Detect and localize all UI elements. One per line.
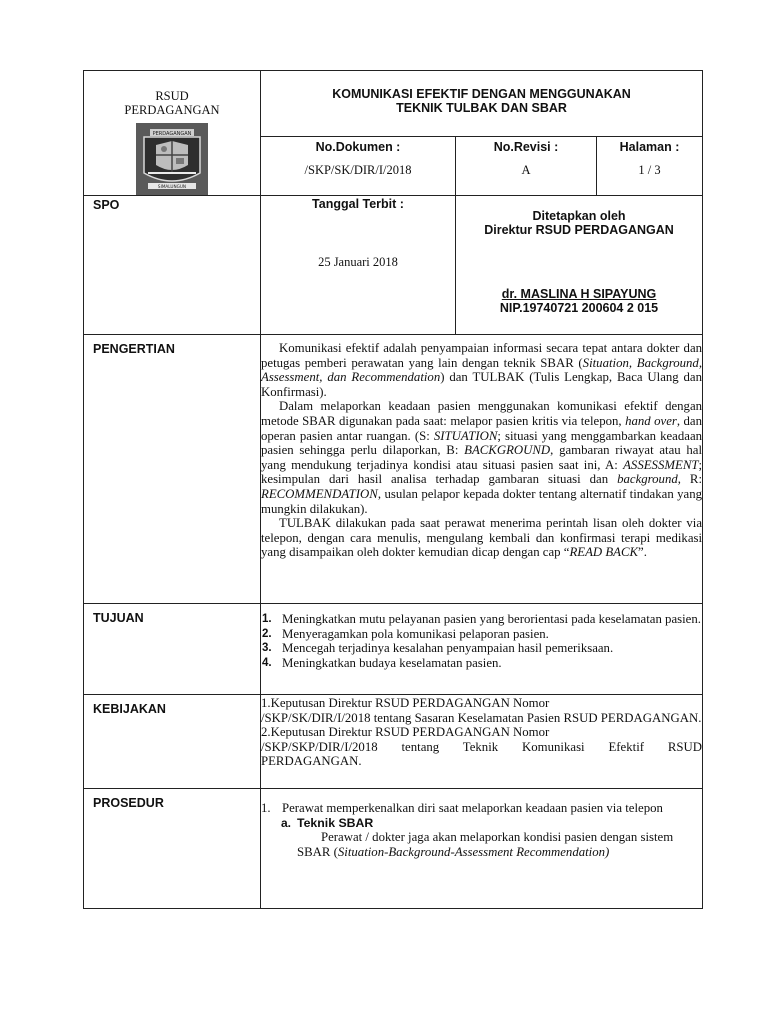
pengertian-label: PENGERTIAN	[93, 342, 175, 356]
hospital-cell	[84, 71, 261, 196]
spo-label: SPO	[93, 198, 120, 212]
tujuan-content	[261, 604, 703, 695]
prosedur-content	[261, 789, 703, 909]
no-revisi-value: A	[521, 162, 531, 177]
list-item: 4. Meningkatkan budaya keselamatan pasien.	[262, 655, 502, 670]
kebijakan-content	[261, 695, 703, 789]
pengertian-content	[261, 335, 703, 604]
halaman-cell	[597, 136, 703, 195]
prosedur-label: PROSEDUR	[93, 796, 164, 810]
tanggal-cell	[261, 196, 456, 335]
direktur-label: Direktur RSUD PERDAGANGAN	[484, 223, 674, 237]
prosedur-item-1: 1. Perawat memperkenalkan diri saat melaporkan keadaan pasien via telepon	[261, 801, 663, 815]
no-dokumen-label: No.Dokumen :	[315, 139, 401, 154]
kebijakan-item-1-line: 1.Keputusan Direktur RSUD PERDAGANGAN Nomor	[261, 696, 550, 710]
document-title: KOMUNIKASI EFEKTIF DENGAN MENGGUNAKAN TEKNIK TULBAK DAN SBAR	[332, 87, 631, 115]
prosedur-sub-a: a. Teknik SBAR	[281, 815, 374, 830]
spo-document-table	[83, 70, 703, 909]
tujuan-list	[261, 604, 702, 670]
no-dokumen-cell	[261, 136, 456, 195]
prosedur-label-cell	[84, 789, 261, 909]
halaman-value: 1 / 3	[638, 162, 661, 177]
tanggal-label: Tanggal Terbit :	[312, 197, 404, 211]
prosedur-sub-a-text: Perawat / dokter jaga akan melaporkan kondisi pasien dengan sistem SBAR (Situation-Background-Assessment Recommendation)	[297, 830, 674, 859]
hospital-logo-icon	[136, 123, 208, 195]
pengertian-paragraph-3: TULBAK dilakukan pada saat perawat menerima perintah lisan oleh dokter via telepon, dengan cara menulis, mengulang kembali dan konfirmasi terapi medikasi yang disampaikan oleh dokter kemudian dicap dengan cap “READ BACK”.	[261, 516, 703, 560]
kebijakan-label: KEBIJAKAN	[93, 702, 166, 716]
svg-text:SIMALUNGUN: SIMALUNGUN	[157, 184, 187, 189]
pengertian-label-cell	[84, 335, 261, 604]
ditetapkan-label: Ditetapkan oleh	[532, 209, 626, 223]
kebijakan-item-2-text: /SKP/SKP/DIR/I/2018 tentang Teknik Komunikasi Efektif RSUD PERDAGANGAN.	[261, 739, 703, 769]
tujuan-label-cell	[84, 604, 261, 695]
no-revisi-label: No.Revisi :	[493, 139, 559, 154]
kebijakan-label-cell	[84, 695, 261, 789]
pengertian-paragraph-1: Komunikasi efektif adalah penyampaian informasi secara tepat antara dokter dan petugas pemberi perawatan yang lain dengan teknik SBAR (Situation, Background, Assessment, dan Recommendation) dan TULBAK (Tulis Lengkap, Baca Ulang dan Konfirmasi).	[261, 341, 703, 399]
hospital-name: RSUD PERDAGANGAN	[124, 89, 220, 117]
ditetapkan-cell	[456, 196, 703, 335]
list-item: 3. Mencegah terjadinya kesalahan penyampaian hasil pemeriksaan.	[262, 641, 614, 656]
tujuan-label: TUJUAN	[93, 611, 144, 625]
svg-text:PERDAGANGAN: PERDAGANGAN	[152, 130, 192, 137]
title-cell	[261, 71, 703, 137]
list-item: 1. Meningkatkan mutu pelayanan pasien yang berorientasi pada keselamatan pasien.	[262, 612, 701, 626]
no-revisi-cell	[456, 136, 597, 195]
halaman-label: Halaman :	[619, 139, 680, 154]
spo-cell	[84, 196, 261, 335]
list-item: 2. Menyeragamkan pola komunikasi pelaporan pasien.	[262, 626, 549, 641]
kebijakan-item-2-line: 2.Keputusan Direktur RSUD PERDAGANGAN Nomor	[261, 725, 550, 740]
pengertian-paragraph-2: Dalam melaporkan keadaan pasien menggunakan komunikasi efektif dengan metode SBAR digunakan pada saat: melapor pasien kritis via telepon, hand over, dan operan pasien antar ruangan. (S: SITUATION; situasi yang menggambarkan keadaan pasien sehingga perlu dilaporkan, B: BACKGROUND, gambaran riwayat atau hal yang mendukung terjadinya kondisi atau situasi pasien saat ini, A: ASSESSMENT; kesimpulan dari hasil analisa terhadap gambaran situasi dan background, R: RECOMMENDATION, usulan pelapor kepada dokter tentang alternatif tindakan yang mungkin dilakukan).	[261, 399, 703, 516]
tanggal-value: 25 Januari 2018	[318, 255, 398, 269]
no-dokumen-value: /SKP/SK/DIR/I/2018	[304, 162, 412, 177]
signer-nip: NIP.19740721 200604 2 015	[499, 301, 659, 315]
signer-name: dr. MASLINA H SIPAYUNG	[501, 287, 657, 301]
kebijakan-item-1-text: /SKP/SK/DIR/I/2018 tentang Sasaran Keselamatan Pasien RSUD PERDAGANGAN.	[261, 710, 702, 725]
